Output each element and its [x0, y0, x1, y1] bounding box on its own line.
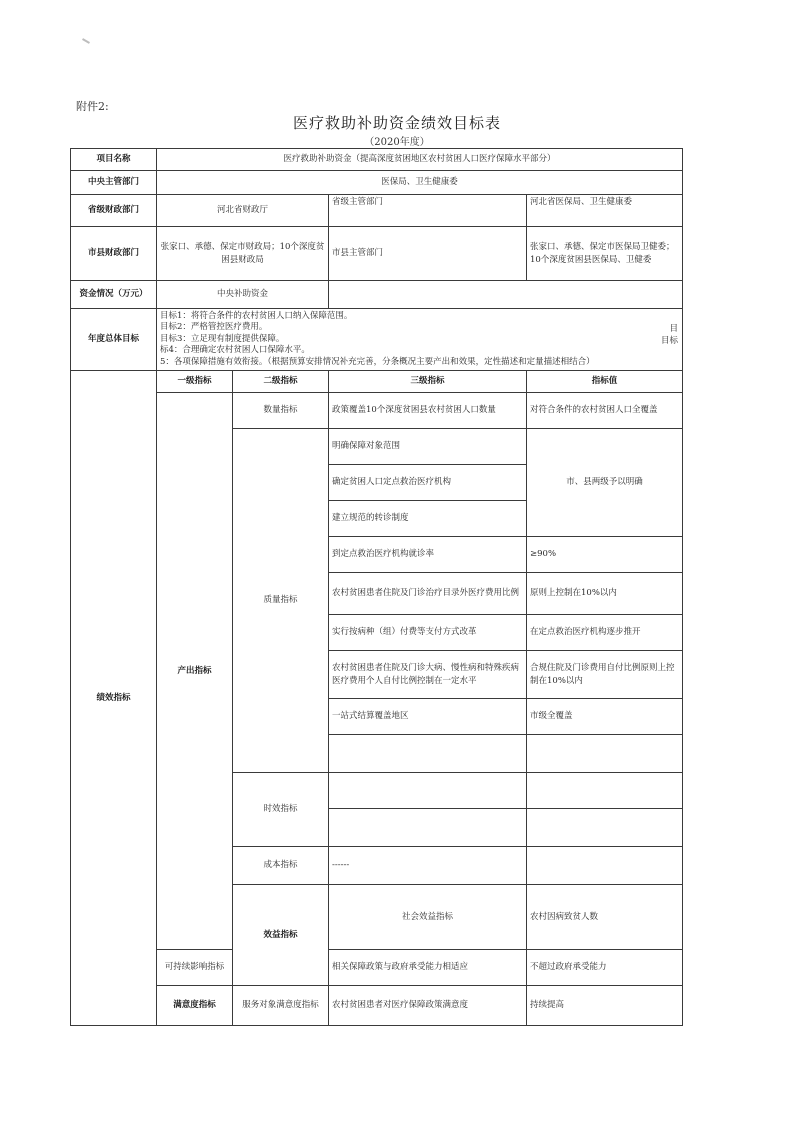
timeliness-indicator-label: 时效指标: [233, 773, 329, 847]
satisfaction-value: 持续提高: [527, 985, 683, 1025]
satisfaction-sub-label: 服务对象满意度指标: [233, 985, 329, 1025]
funds-empty: [329, 281, 683, 309]
city-finance-value: 张家口、承德、保定市财政局；10个深度贫困县财政局: [157, 227, 329, 281]
row-central-dept: [71, 171, 683, 195]
central-dept-label: 中央主管部门: [71, 171, 157, 195]
quality-item-5-value: 原则上控制在10%以内: [527, 573, 683, 615]
document-title: 医疗救助补助资金绩效目标表: [292, 114, 501, 132]
col-header-level1: 一级指标: [157, 371, 233, 393]
provincial-finance-label: 省级财政部门: [71, 195, 157, 227]
quality-item-7-value: 合规住院及门诊费用自付比例原则上控制在10%以内: [527, 651, 683, 699]
annual-goal-line-5: 5：各项保障措施有效衔接。（根据预算安排情况补充完善，分条概况主要产出和效果，定性描述和定量描述相结合）: [160, 356, 595, 367]
funds-label: 资金情况（万元）: [71, 281, 157, 309]
cost-indicator-item: ------: [329, 847, 527, 885]
col-header-level3: 三级指标: [329, 371, 527, 393]
social-benefit-label: 社会效益指标: [329, 885, 527, 950]
attachment-label: 附件2:: [76, 100, 109, 113]
quality-indicator-label: 质量指标: [233, 429, 329, 773]
social-benefit-item: 农村因病致贫人数: [527, 885, 683, 950]
quality-merged-value: 市、县两级予以明确: [527, 429, 683, 537]
central-dept-value: 医保局、卫生健康委: [157, 171, 683, 195]
sustain-impact-value: 不超过政府承受能力: [527, 949, 683, 985]
project-name-label: 项目名称: [71, 149, 157, 171]
sustain-impact-item: 相关保障政策与政府承受能力相适应: [329, 949, 527, 985]
cost-indicator-value: [527, 847, 683, 885]
quantity-indicator-label: 数量指标: [233, 393, 329, 429]
table-row: [71, 985, 683, 1025]
city-finance-label: 市县财政部门: [71, 227, 157, 281]
sustain-impact-label: 可持续影响指标: [157, 949, 233, 985]
timeliness-item-2: [329, 809, 527, 847]
quantity-indicator-item: 政策覆盖10个深度贫困县农村贫困人口数量: [329, 393, 527, 429]
quality-item-2: 确定贫困人口定点救治医疗机构: [329, 465, 527, 501]
satisfaction-indicators-label: 满意度指标: [157, 985, 233, 1025]
col-header-value: 指标值: [527, 371, 683, 393]
quality-item-7: 农村贫困患者住院及门诊大病、慢性病和特殊疾病医疗费用个人自付比例控制在一定水平: [329, 651, 527, 699]
row-project-name: [71, 149, 683, 171]
quality-item-5: 农村贫困患者住院及门诊治疗目录外医疗费用比例: [329, 573, 527, 615]
quantity-indicator-value: 对符合条件的农村贫困人口全覆盖: [527, 393, 683, 429]
row-annual-goal: [71, 309, 683, 371]
quality-item-9-value: [527, 735, 683, 773]
quality-item-9: [329, 735, 527, 773]
quality-item-4-value: ≥90%: [527, 537, 683, 573]
output-indicators-label: 产出指标: [157, 393, 233, 950]
funds-value: 中央补助资金: [157, 281, 329, 309]
quality-item-6-value: 在定点救治医疗机构逐步推开: [527, 615, 683, 651]
annual-goal-line-1: 目标1：将符合条件的农村贫困人口纳入保障范围。: [160, 310, 353, 321]
quality-item-3: 建立规范的转诊制度: [329, 501, 527, 537]
timeliness-item-1-value: [527, 773, 683, 809]
row-funds: [71, 281, 683, 309]
performance-indicators-label: 绩效指标: [71, 371, 157, 1026]
annual-goal-line-4: 标4：合理确定农村贫困人口保障水平。: [160, 345, 310, 356]
performance-target-table: [70, 148, 683, 1026]
annual-goal-content: [157, 309, 683, 371]
document-year: （2020年度）: [364, 137, 430, 148]
quality-item-8-value: 市级全覆盖: [527, 699, 683, 735]
quality-item-1: 明确保障对象范围: [329, 429, 527, 465]
annual-goal-line-2: 目标2：严格管控医疗费用。: [160, 322, 268, 333]
project-name-value: 医疗救助补助资金（提高深度贫困地区农村贫困人口医疗保障水平部分）: [157, 149, 683, 171]
provincial-finance-value: 河北省财政厅: [157, 195, 329, 227]
scan-artifact: [82, 38, 90, 44]
row-city: [71, 227, 683, 281]
quality-item-6: 实行按病种（组）付费等支付方式改革: [329, 615, 527, 651]
annual-goal-line-3: 目标3：立足现有制度提供保障。: [160, 333, 285, 344]
table-row: [71, 393, 683, 429]
benefit-indicators-label: 效益指标: [233, 885, 329, 986]
timeliness-item-1: [329, 773, 527, 809]
annual-goal-right-line-1: 目: [669, 324, 679, 334]
cost-indicator-label: 成本指标: [233, 847, 329, 885]
annual-goal-label: 年度总体目标: [71, 309, 157, 371]
quality-item-8: 一站式结算覆盖地区: [329, 699, 527, 735]
row-indicator-header: [71, 371, 683, 393]
table-row: [71, 949, 683, 985]
provincial-dept-value: 河北省医保局、卫生健康委: [527, 195, 683, 227]
row-provincial: [71, 195, 683, 227]
quality-item-4: 到定点救治医疗机构就诊率: [329, 537, 527, 573]
city-dept-value: 张家口、承德、保定市医保局卫健委；10个深度贫困县医保局、卫健委: [527, 227, 683, 281]
col-header-level2: 二级指标: [233, 371, 329, 393]
annual-goal-right-note: [661, 323, 678, 348]
timeliness-item-2-value: [527, 809, 683, 847]
satisfaction-item: 农村贫困患者对医疗保障政策满意度: [329, 985, 527, 1025]
city-dept-label: 市县主管部门: [329, 227, 527, 281]
annual-goal-right-line-2: 目标: [661, 336, 679, 347]
provincial-dept-label: 省级主管部门: [329, 195, 527, 227]
